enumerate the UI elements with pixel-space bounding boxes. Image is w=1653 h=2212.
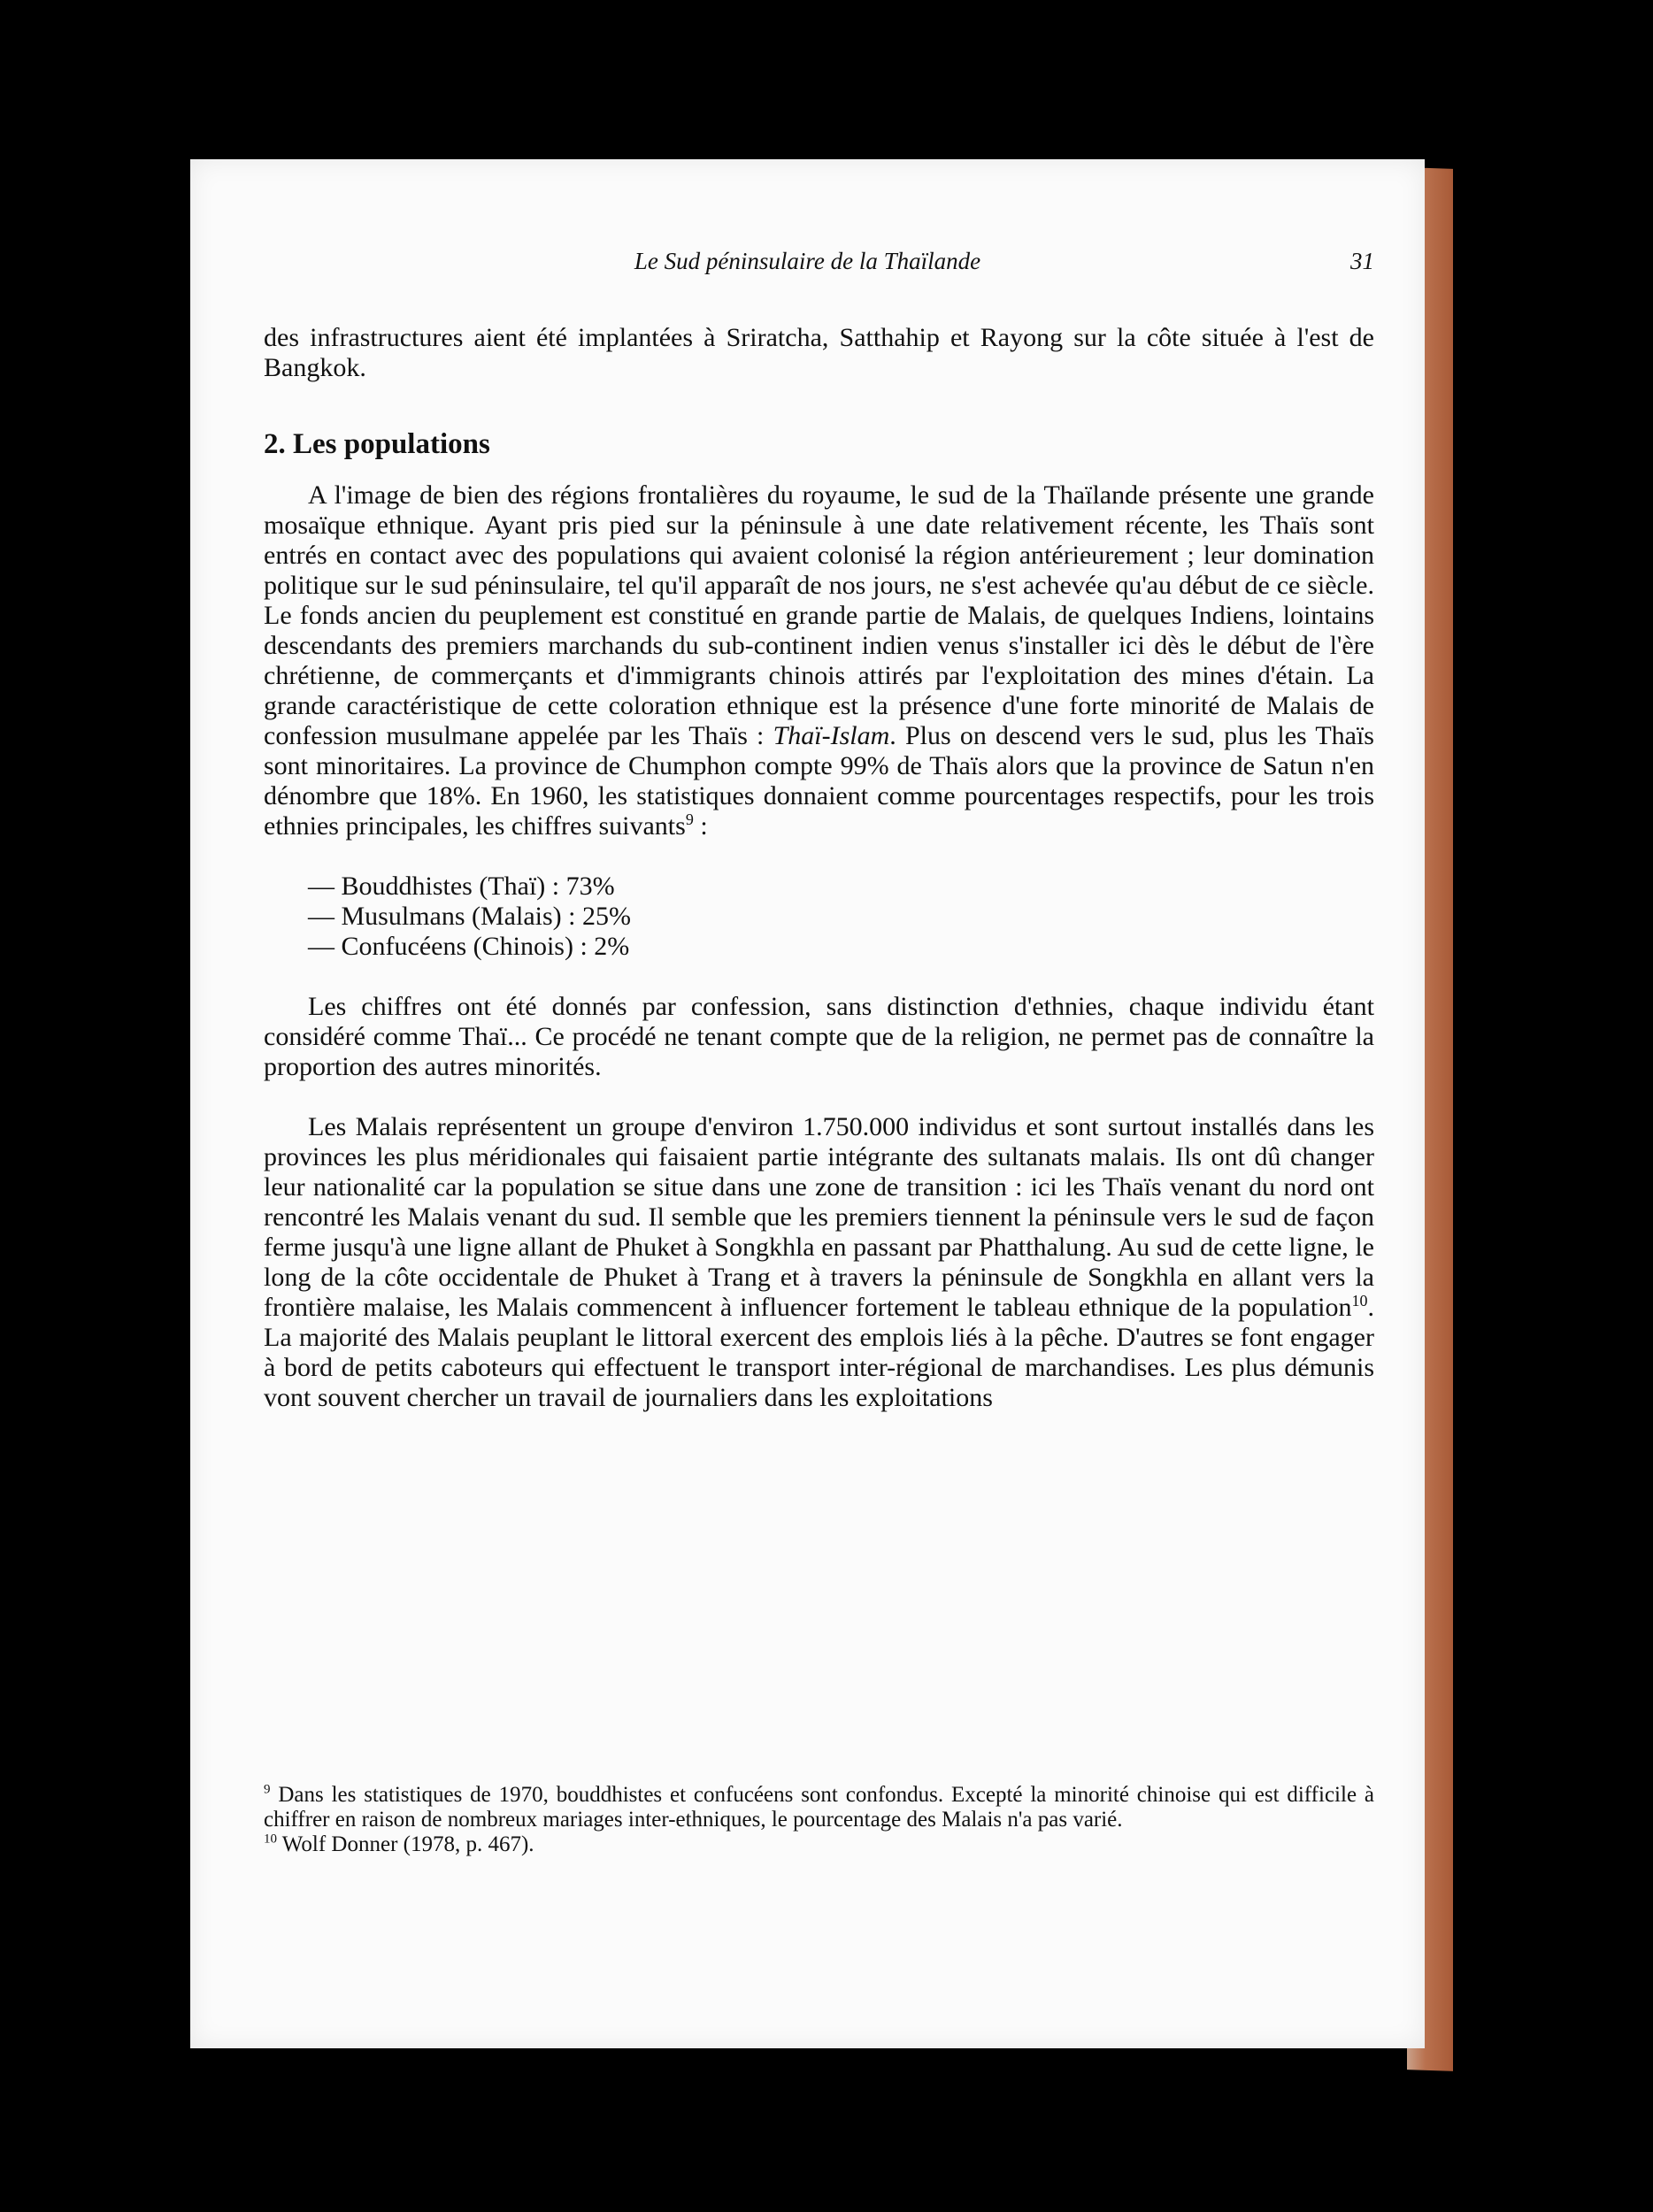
list-item: — Musulmans (Malais) : 25%	[308, 902, 631, 931]
footnotes	[264, 1783, 1374, 1857]
paragraph-1-italic-term: Thaï-Islam	[773, 721, 890, 750]
paragraph-gap	[264, 1082, 1374, 1112]
footnote-text: Wolf Donner (1978, p. 467).	[277, 1832, 534, 1856]
list-item: — Confucéens (Chinois) : 2%	[308, 932, 630, 961]
paragraph-3-text-b: . La majorité des Malais peuplant le littoral exercent des emplois liés à la pêche. D'autres se font engager à bord de petits caboteurs qui effectuent le transport inter-régional de marchandises. Les plus démunis vont souvent chercher un travail de journaliers dans les exploitations	[264, 1293, 1374, 1412]
paragraph-2: Les chiffres ont été donnés par confession, sans distinction d'ethnies, chaque individu étant considéré comme Thaï... Ce procédé ne tenant compte que de la religion, ne permet pas de connaître la proportion des autres minorités.	[264, 992, 1374, 1081]
page-body	[264, 323, 1374, 1413]
paragraph-1	[264, 480, 1374, 841]
footnote-ref-9: 9	[685, 810, 694, 828]
page-header	[190, 248, 1425, 283]
paragraph-1-end: :	[693, 811, 708, 841]
intro-paragraph: des infrastructures aient été implantées à Sriratcha, Satthahip et Rayong sur la côte située à l'est de Bangkok.	[264, 323, 1374, 382]
footnote-number: 10	[264, 1832, 277, 1847]
paragraph-1-text-a: A l'image de bien des régions frontalières du royaume, le sud de la Thaïlande présente une grande mosaïque ethnique. Ayant pris pied sur la péninsule à une date relativement récente, les Thaïs sont entrés en contact avec des populations qui avaient colonisé la région antérieurement ; leur domination politique sur le sud péninsulaire, tel qu'il apparaît de nos jours, ne s'est achevée qu'au début de ce siècle. Le fonds ancien du peuplement est constitué en grande partie de Malais, de quelques Indiens, lointains descendants des premiers marchands du sub-continent indien venus s'installer ici dès le début de l'ère chrétienne, de commerçants et d'immigrants chinois attirés par l'exploitation des mines d'étain. La grande caractéristique de cette coloration ethnique est la présence d'une forte minorité de Malais de confession musulmane appelée par les Thaïs :	[264, 480, 1374, 750]
section-heading: 2. Les populations	[264, 428, 490, 460]
footnote-number: 9	[264, 1782, 271, 1797]
page-number: 31	[1350, 248, 1374, 274]
running-title: Le Sud péninsulaire de la Thaïlande	[634, 248, 981, 274]
footnote-10	[264, 1832, 1374, 1857]
paragraph-1-text-b: . Plus on descend vers le sud, plus les Thaïs sont minoritaires. La province de Chumphon compte 99% de Thaïs alors que la province de Satun n'en dénombre que 18%. En 1960, les statistiques donnaient comme pourcentages respectifs, pour les trois ethnies principales, les chiffres suivants	[264, 721, 1374, 841]
paragraph-3-text-a: Les Malais représentent un groupe d'environ 1.750.000 individus et sont surtout installés dans les provinces les plus méridionales qui faisaient partie intégrante des sultanats malais. Ils ont dû changer leur nationalité car la population se situe dans une zone de transition : ici les Thaïs venant du nord ont rencontré les Malais venant du sud. Il semble que les premiers tiennent la péninsule vers le sud de façon ferme jusqu'à une ligne allant de Phuket à Songkhla en passant par Phatthalung. Au sud de cette ligne, le long de la côte occidentale de Phuket à Trang et à travers la péninsule de Songkhla en allant vers la frontière malaise, les Malais commencent à influencer fortement le tableau ethnique de la population	[264, 1112, 1374, 1322]
footnote-9	[264, 1783, 1374, 1832]
book-page	[190, 159, 1425, 2048]
footnote-ref-10: 10	[1351, 1292, 1368, 1310]
list-item: — Bouddhistes (Thaï) : 73%	[308, 872, 615, 901]
footnote-text: Dans les statistiques de 1970, bouddhistes et confucéens sont confondus. Excepté la minorité chinoise qui est difficile à chiffrer en raison de nombreux mariages inter-ethniques, le pourcentage des Malais n'a pas varié.	[264, 1783, 1374, 1832]
ethnic-percentages-list	[308, 872, 1374, 962]
paragraph-3	[264, 1112, 1374, 1413]
